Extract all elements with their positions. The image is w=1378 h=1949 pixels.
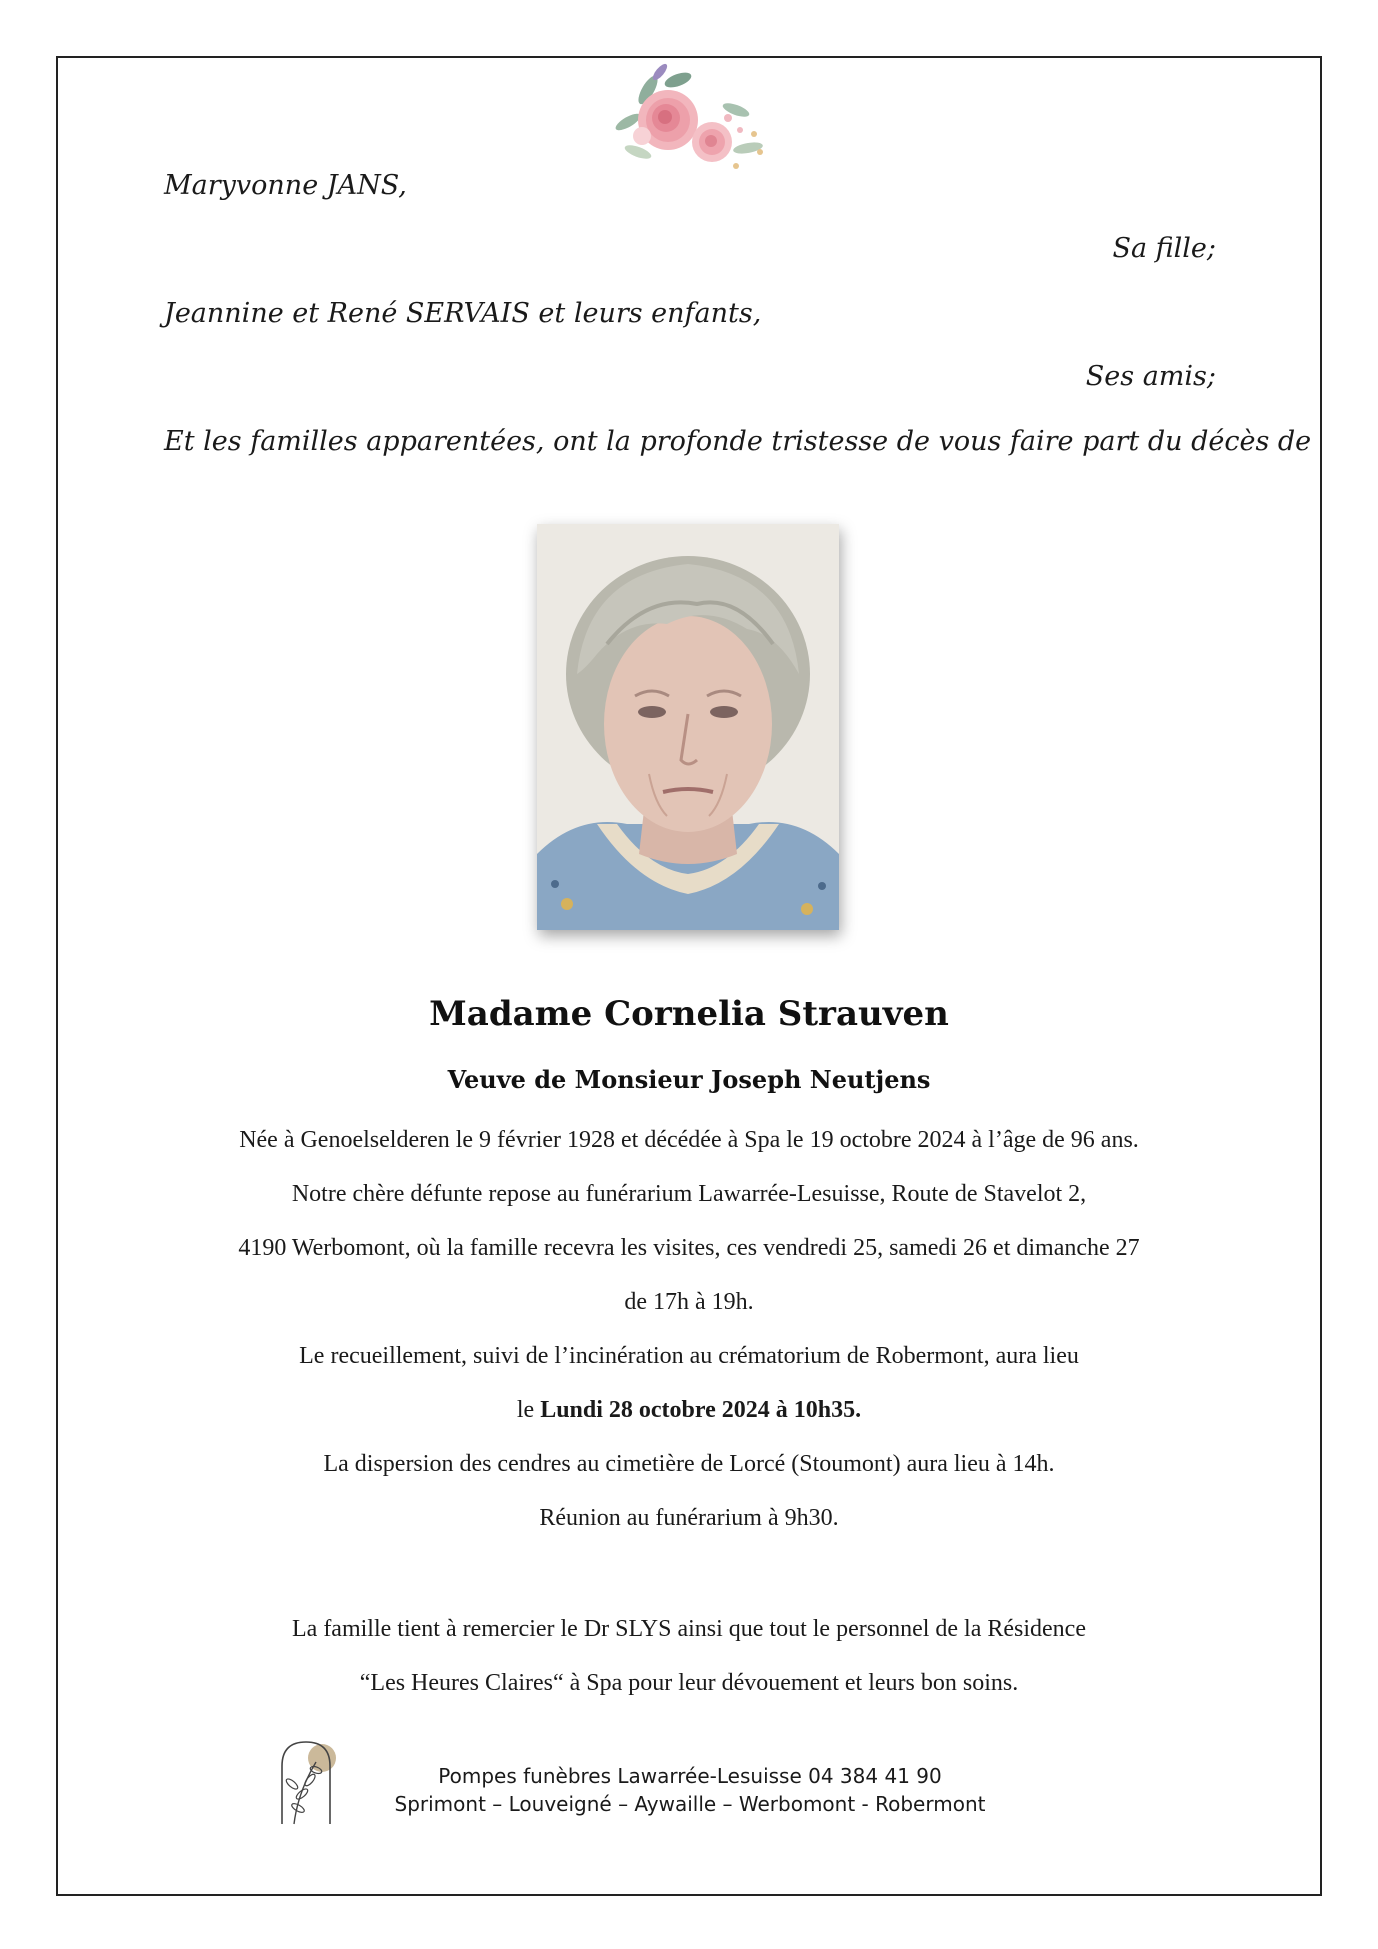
family-role-friends: Ses amis; [1085, 361, 1216, 392]
repose-line-3: de 17h à 19h. [624, 1289, 754, 1315]
portrait-photo [537, 524, 839, 930]
repose-line-1: Notre chère défunte repose au funérarium Lawarrée-Lesuisse, Route de Stavelot 2, [291, 1181, 1087, 1207]
birth-death-line: Née à Genoelselderen le 9 février 1928 et décédée à Spa le 19 octobre 2024 à l’âge de 96 ans. [239, 1127, 1139, 1153]
repose-line-2: 4190 Werbomont, où la famille recevra les visites, ces vendredi 25, samedi 26 et dimanche 27 [238, 1235, 1140, 1261]
ceremony-date-line [100, 1395, 1278, 1425]
family-line-daughter: Maryvonne JANS, [164, 170, 407, 201]
family-announcement: Et les familles apparentées, ont la profonde tristesse de vous faire part du décès de [164, 426, 1312, 457]
funeral-home-contact: Pompes funèbres Lawarrée-Lesuisse 04 384 41 90 [438, 1764, 942, 1788]
rose-bouquet-icon [608, 62, 774, 178]
thanks-line-1: La famille tient à remercier le Dr SLYS ainsi que tout le personnel de la Résidence [292, 1616, 1086, 1642]
widow-of: Veuve de Monsieur Joseph Neutjens [447, 1065, 931, 1094]
dispersion-line: La dispersion des cendres au cimetière de Lorcé (Stoumont) aura lieu à 14h. [323, 1451, 1055, 1477]
family-role-daughter: Sa fille; [1112, 233, 1216, 264]
thanks-line-2: “Les Heures Claires“ à Spa pour leur dévouement et leurs bon soins. [359, 1670, 1019, 1696]
family-line-servais: Jeannine et René SERVAIS et leurs enfants, [164, 298, 762, 329]
meeting-line: Réunion au funérarium à 9h30. [539, 1505, 839, 1531]
deceased-name: Madame Cornelia Strauven [429, 994, 949, 1034]
ceremony-date: Lundi 28 octobre 2024 à 10h35. [540, 1397, 862, 1423]
ceremony-line: Le recueillement, suivi de l’incinération au crématorium de Robermont, aura lieu [299, 1343, 1079, 1369]
ceremony-prefix: le [516, 1397, 541, 1423]
funeral-home-locations: Sprimont – Louveigné – Aywaille – Werbomont - Robermont [394, 1792, 986, 1816]
